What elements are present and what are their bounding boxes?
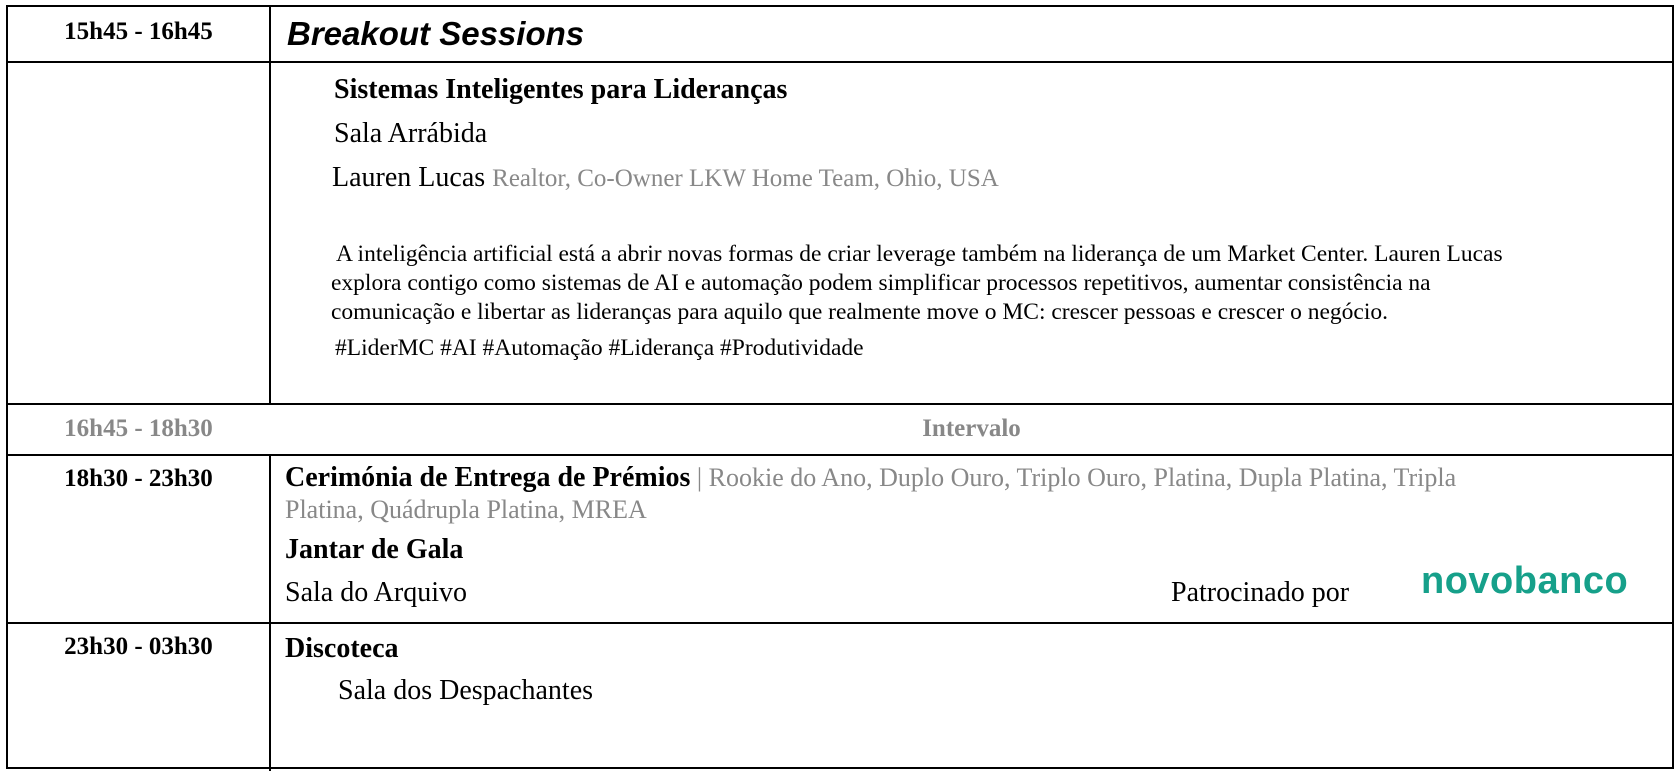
description-line: explora contigo como sistemas de AI e automação podem simplificar processos repetitivos, aumentar consistência na: [331, 270, 1431, 296]
speaker-name: Lauren Lucas: [332, 162, 486, 193]
awards-list: Rookie do Ano, Duplo Ouro, Triplo Ouro, Platina, Dupla Platina, Tripla: [708, 463, 1457, 492]
session-title: Sistemas Inteligentes para Lideranças: [334, 74, 788, 105]
gala-room: Sala do Arquivo: [285, 577, 467, 608]
row-divider: [8, 403, 1672, 405]
dinner-title: Jantar de Gala: [285, 534, 464, 565]
disco-title: Discoteca: [285, 633, 399, 664]
time-break: 16h45 - 18h30: [64, 415, 213, 442]
ceremony-line: [285, 462, 1456, 494]
description-line: comunicação e libertar as lideranças para aquilo que realmente move o MC: crescer pessoas e crescer o negócio.: [331, 299, 1389, 325]
speaker-role: Realtor, Co-Owner LKW Home Team, Ohio, USA: [492, 165, 999, 192]
column-divider: [269, 7, 271, 403]
session-speaker: [332, 162, 999, 194]
novobanco-logo: novobanco: [1421, 560, 1629, 602]
awards-list-continued: Platina, Quádrupla Platina, MREA: [285, 495, 647, 524]
agenda-table: [6, 5, 1674, 769]
session-hashtags: #LiderMC #AI #Automação #Liderança #Produtividade: [335, 335, 864, 361]
time-breakout: 15h45 - 16h45: [64, 18, 213, 45]
sponsor-label: Patrocinado por: [1171, 577, 1350, 608]
disco-room: Sala dos Despachantes: [338, 675, 594, 706]
row-divider: [8, 454, 1672, 456]
ceremony-separator: |: [696, 463, 703, 492]
row-divider: [8, 61, 1672, 63]
time-disco: 23h30 - 03h30: [64, 633, 213, 660]
break-label: Intervalo: [922, 415, 1021, 442]
column-divider: [269, 454, 271, 771]
session-room: Sala Arrábida: [334, 118, 488, 149]
breakout-sessions-heading: Breakout Sessions: [287, 15, 585, 52]
row-divider: [8, 622, 1672, 624]
time-gala: 18h30 - 23h30: [64, 465, 213, 492]
ceremony-title: Cerimónia de Entrega de Prémios: [285, 462, 691, 493]
description-line: A inteligência artificial está a abrir novas formas de criar leverage também na liderança de um Market Center. Lauren Lucas: [336, 241, 1503, 267]
